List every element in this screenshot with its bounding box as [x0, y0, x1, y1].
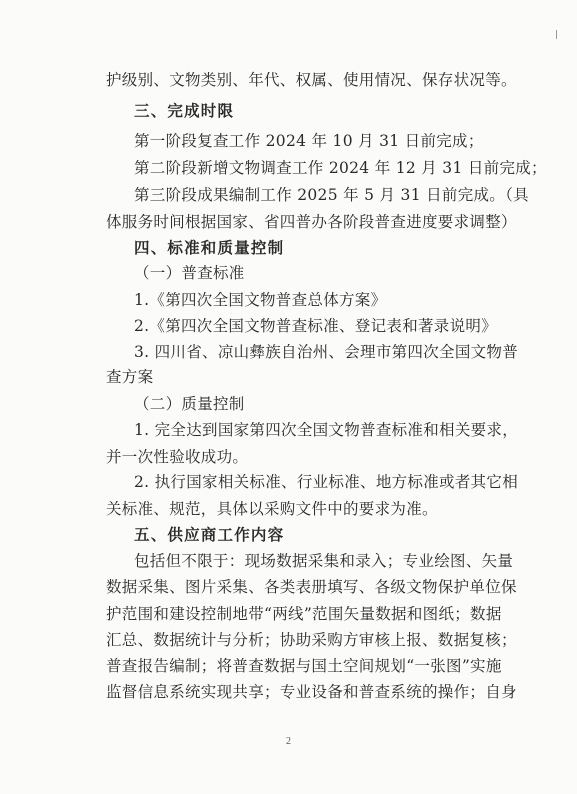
text-line: 数据采集、图片采集、各类表册填写、各级文物保护单位保 — [106, 578, 517, 596]
text-line: 第二阶段新增文物调查工作 2024 年 12 月 31 日前完成； — [134, 159, 547, 177]
text-line: 第一阶段复查工作 2024 年 10 月 31 日前完成； — [134, 132, 484, 150]
scan-mark — [556, 30, 557, 39]
text-line: 包括但不限于：现场数据采集和录入；专业绘图、矢量 — [134, 552, 514, 570]
text-line: 体服务时间根据国家、省四普办各阶段普查进度要求调整） — [106, 213, 517, 231]
text-line: 关标准、规范，具体以采购文件中的要求为准。 — [106, 500, 438, 518]
list-item: 2.《第四次全国文物普查标准、登记表和著录说明》 — [134, 317, 497, 335]
subheading-quality: （二）质量控制 — [134, 395, 245, 413]
page-number: 2 — [286, 736, 291, 747]
text-line: 护级别、文物类别、年代、权属、使用情况、保存状况等。 — [106, 71, 517, 89]
text-line: 监督信息系统实现共享；专业设备和普查系统的操作；自身 — [106, 683, 517, 701]
list-item: 3. 四川省、凉山彝族自治州、会理市第四次全国文物普 — [134, 343, 519, 361]
list-item: 1.《第四次全国文物普查总体方案》 — [134, 291, 387, 309]
section-heading-5: 五、供应商工作内容 — [134, 526, 285, 544]
section-heading-3: 三、完成时限 — [134, 102, 235, 120]
text-line: 第三阶段成果编制工作 2025 年 5 月 31 日前完成。（具 — [134, 186, 529, 204]
text-line: 查方案 — [106, 368, 154, 386]
text-line: 普查报告编制；将普查数据与国土空间规划“一张图”实施 — [106, 657, 502, 675]
subheading-standards: （一）普查标准 — [134, 264, 245, 282]
text-line: 汇总、数据统计与分析；协助采购方审核上报、数据复核； — [106, 631, 517, 649]
section-heading-4: 四、标准和质量控制 — [134, 239, 285, 257]
text-line: 并一次性验收成功。 — [106, 448, 249, 466]
text-line: 护范围和建设控制地带“两线”范围矢量数据和图纸；数据 — [106, 605, 502, 623]
list-item: 2. 执行国家相关标准、行业标准、地方标准或者其它相 — [134, 473, 519, 491]
list-item: 1. 完全达到国家第四次全国文物普查标准和相关要求， — [134, 421, 519, 439]
